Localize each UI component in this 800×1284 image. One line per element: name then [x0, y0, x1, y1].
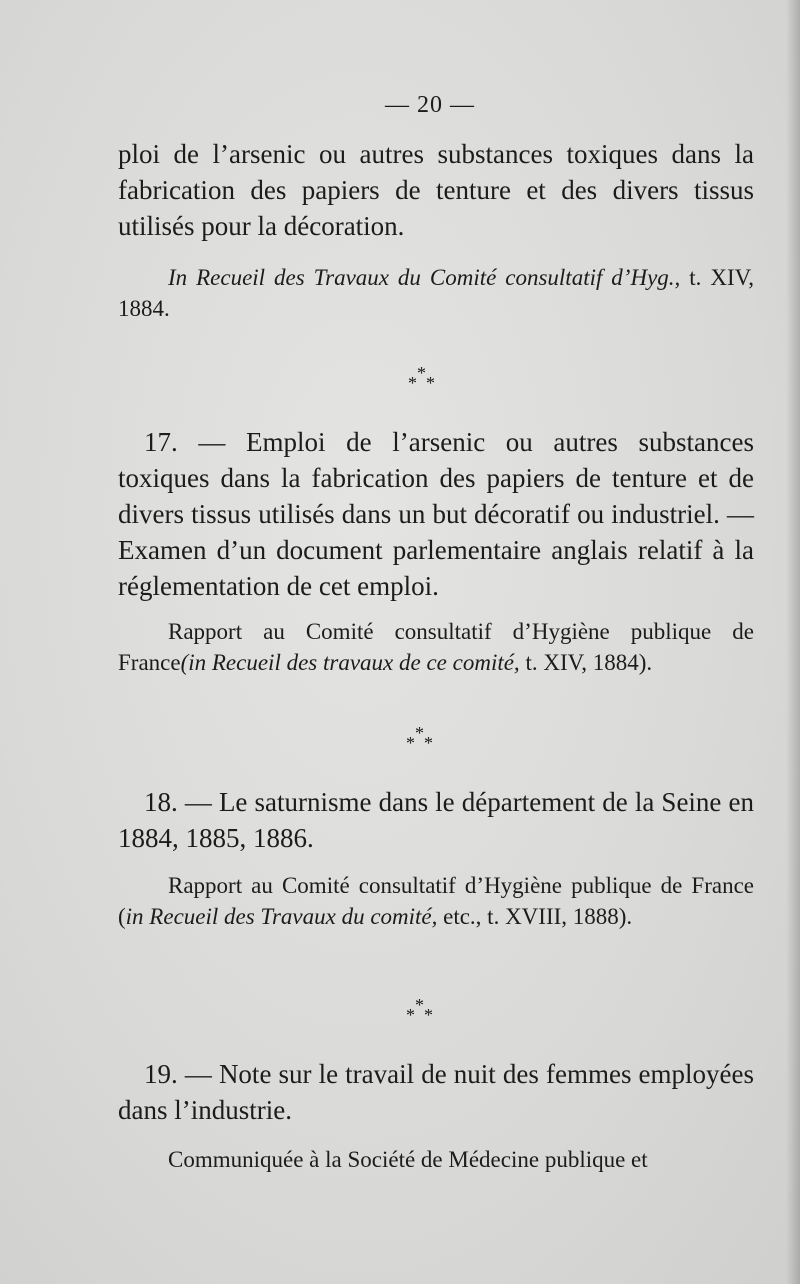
- entry-19-reference: [118, 1144, 754, 1175]
- page-number: — 20 —: [385, 92, 475, 118]
- intro-ref-italic: In Recueil des Travaux du Comité consultatif d’Hyg.,: [168, 265, 681, 290]
- entry-18-reference: [118, 870, 754, 932]
- asterism-star: *: [415, 723, 424, 743]
- asterism-star: *: [415, 995, 424, 1015]
- entry-dash: —: [184, 1059, 212, 1089]
- entry-ref-after: t. XIV, 1884).: [525, 650, 653, 675]
- asterism-star: *: [408, 373, 417, 393]
- asterism: [404, 364, 464, 404]
- entry-dash: —: [184, 787, 212, 817]
- entry-19: [118, 1056, 754, 1128]
- entry-title: Le saturnisme dans le département de la Seine en 1884, 1885, 1886.: [118, 787, 754, 853]
- page-edge-shadow: [786, 0, 800, 1284]
- asterism: [402, 724, 462, 764]
- entry-ref-before: Rapport au Comité consultatif d’Hygiène publique de France (: [118, 873, 754, 929]
- entry-ref-before: Communiquée à la Société de Médecine publique et: [168, 1147, 648, 1172]
- entry-ref-after: etc., t. XVIII, 1888).: [443, 904, 633, 929]
- entry-18: [118, 784, 754, 856]
- asterism-star: *: [406, 733, 415, 753]
- asterism-star: *: [424, 733, 433, 753]
- intro-paragraph: [118, 136, 754, 244]
- entry-ref-before: Rapport au Comité consultatif d’Hygiène publique de France: [118, 619, 754, 675]
- entry-title: Note sur le travail de nuit des femmes employées dans l’industrie.: [118, 1059, 755, 1125]
- entry-number: 19.: [144, 1059, 178, 1089]
- asterism: [402, 996, 462, 1036]
- entry-title: Emploi de l’arsenic ou autres substances toxiques dans la fabrication des papiers de tenture et de divers tissus utilisés dans un but décoratif ou industriel. — Examen d’un document parlementaire anglais relatif à la réglementation de cet emploi.: [118, 427, 754, 601]
- asterism-star: *: [406, 1005, 415, 1025]
- entry-number: 17.: [144, 427, 178, 457]
- intro-ref-plain: t. XIV, 1884.: [118, 265, 754, 321]
- asterism-star: *: [424, 1005, 433, 1025]
- intro-ref-line: [118, 262, 754, 324]
- entry-dash: —: [198, 427, 226, 457]
- asterism-star: *: [426, 373, 435, 393]
- asterism-star: *: [417, 363, 426, 383]
- entry-17: [118, 424, 754, 604]
- entry-number: 18.: [144, 787, 178, 817]
- intro-text: ploi de l’arsenic ou autres substances toxiques dans la fabrication des papiers de tenture et des divers tissus utilisés pour la décoration.: [118, 139, 754, 241]
- entry-ref-italic: (in Recueil des travaux de ce comité,: [180, 650, 520, 675]
- entry-17-reference: [118, 616, 754, 678]
- entry-ref-italic: in Recueil des Travaux du comité,: [125, 904, 438, 929]
- intro-reference: [118, 262, 754, 324]
